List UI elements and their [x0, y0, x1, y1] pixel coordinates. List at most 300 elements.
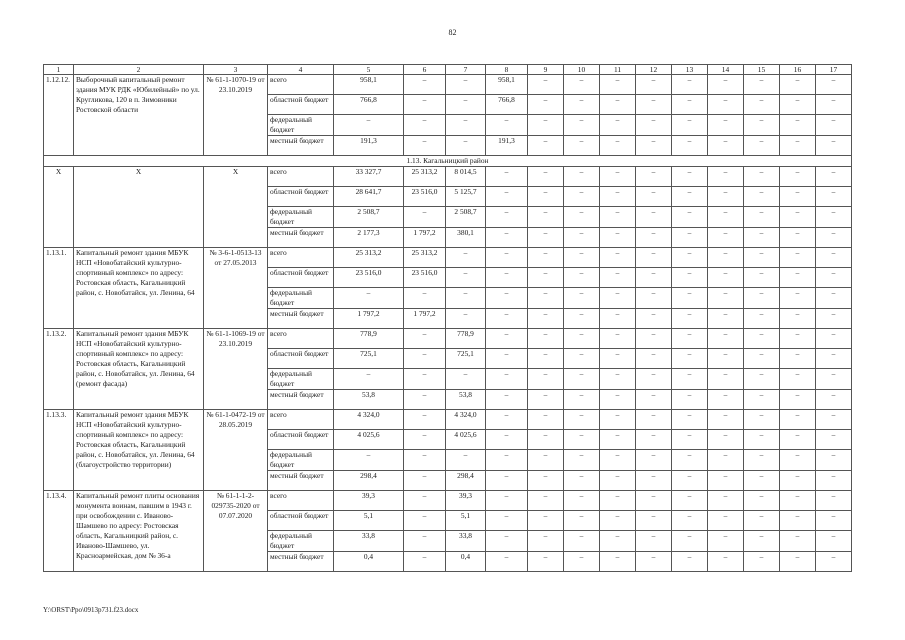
amount-cell: 2 177,3 [334, 228, 404, 248]
amount-cell: – [564, 309, 600, 329]
amount-cell: – [780, 531, 816, 552]
amount-cell: – [672, 268, 708, 288]
funding-source: местный бюджет [268, 309, 334, 329]
amount-cell: – [816, 309, 852, 329]
amount-cell: – [636, 552, 672, 572]
amount-cell: – [404, 136, 446, 156]
amount-cell: – [744, 329, 780, 349]
block-1-row [44, 167, 852, 187]
amount-cell: – [486, 167, 528, 187]
amount-cell: – [564, 511, 600, 531]
amount-cell: – [780, 187, 816, 207]
amount-cell: – [672, 491, 708, 511]
amount-cell: – [636, 248, 672, 268]
amount-cell: – [528, 115, 564, 136]
column-number-12: 12 [636, 65, 672, 75]
funding-source: федеральный бюджет [268, 288, 334, 309]
amount-cell: – [528, 268, 564, 288]
amount-cell: – [708, 390, 744, 410]
amount-cell: 4 025,6 [334, 430, 404, 450]
amount-cell: – [744, 187, 780, 207]
amount-cell: – [564, 471, 600, 491]
funding-source: областной бюджет [268, 430, 334, 450]
amount-cell: – [672, 248, 708, 268]
funding-source: федеральный бюджет [268, 115, 334, 136]
amount-cell: – [446, 450, 486, 471]
amount-cell: 2 508,7 [334, 207, 404, 228]
amount-cell: 8 014,5 [446, 167, 486, 187]
amount-cell: 33 327,7 [334, 167, 404, 187]
amount-cell: – [600, 491, 636, 511]
amount-cell: – [780, 552, 816, 572]
amount-cell: – [564, 207, 600, 228]
amount-cell: – [708, 95, 744, 115]
item-number: 1.13.4. [44, 491, 74, 572]
amount-cell: – [744, 450, 780, 471]
amount-cell: – [744, 552, 780, 572]
amount-cell: – [564, 95, 600, 115]
object-name: Х [74, 167, 204, 248]
amount-cell: – [486, 228, 528, 248]
expertise-conclusion: № 61-1-1-2-029735-2020 от 07.07.2020 [204, 491, 268, 572]
amount-cell: – [744, 288, 780, 309]
item-number: 1.13.1. [44, 248, 74, 329]
object-name: Капитальный ремонт плиты основания монумента воинам, павшим в 1943 г. при освобождении с. Иваново-Шамшево по адресу: Ростовская область, Кагальницкий район, с. Иваново-Шамшево, ул. Красноармейская, дом № 36-а [74, 491, 204, 572]
amount-cell: – [446, 248, 486, 268]
amount-cell: – [564, 136, 600, 156]
amount-cell: – [672, 552, 708, 572]
amount-cell: – [528, 75, 564, 95]
funding-source: федеральный бюджет [268, 369, 334, 390]
amount-cell: – [446, 95, 486, 115]
amount-cell: – [600, 349, 636, 369]
amount-cell: – [744, 430, 780, 450]
amount-cell: – [780, 136, 816, 156]
amount-cell: – [672, 228, 708, 248]
amount-cell: – [600, 511, 636, 531]
amount-cell: 5,1 [446, 511, 486, 531]
block-1-12-12-row [44, 75, 852, 95]
amount-cell: – [744, 491, 780, 511]
amount-cell: – [528, 329, 564, 349]
amount-cell: – [744, 349, 780, 369]
amount-cell: – [672, 450, 708, 471]
funding-source: местный бюджет [268, 552, 334, 572]
column-number-7: 7 [446, 65, 486, 75]
amount-cell: – [404, 369, 446, 390]
amount-cell: – [564, 552, 600, 572]
funding-source: местный бюджет [268, 228, 334, 248]
amount-cell: – [404, 115, 446, 136]
expertise-conclusion: Х [204, 167, 268, 248]
amount-cell: – [528, 531, 564, 552]
amount-cell: – [564, 531, 600, 552]
amount-cell: – [708, 288, 744, 309]
amount-cell: – [636, 390, 672, 410]
column-number-row [44, 65, 852, 75]
funding-source: всего [268, 410, 334, 430]
amount-cell: – [600, 471, 636, 491]
amount-cell: – [780, 268, 816, 288]
amount-cell: – [816, 349, 852, 369]
amount-cell: 766,8 [334, 95, 404, 115]
amount-cell: – [564, 248, 600, 268]
amount-cell: – [744, 95, 780, 115]
amount-cell: 5 125,7 [446, 187, 486, 207]
amount-cell: – [528, 309, 564, 329]
amount-cell: – [486, 115, 528, 136]
amount-cell: – [780, 430, 816, 450]
amount-cell: – [816, 115, 852, 136]
amount-cell: – [708, 471, 744, 491]
amount-cell: – [636, 369, 672, 390]
amount-cell: – [672, 95, 708, 115]
table-body [44, 65, 852, 572]
district-row [44, 156, 852, 167]
amount-cell: – [816, 491, 852, 511]
amount-cell: – [816, 531, 852, 552]
amount-cell: – [404, 390, 446, 410]
funding-source: всего [268, 248, 334, 268]
amount-cell: 39,3 [334, 491, 404, 511]
amount-cell: – [486, 450, 528, 471]
amount-cell: – [564, 288, 600, 309]
funding-source: областной бюджет [268, 95, 334, 115]
amount-cell: – [600, 228, 636, 248]
amount-cell: – [636, 95, 672, 115]
item-number: 1.13.2. [44, 329, 74, 410]
object-name: Выборочный капитальный ремонт здания МУК РДК «Юбилейный» по ул. Кругликова, 120 в п. Зимовники Ростовской области [74, 75, 204, 156]
amount-cell: – [446, 288, 486, 309]
funding-source: федеральный бюджет [268, 207, 334, 228]
block-3-row [44, 329, 852, 349]
amount-cell: – [672, 390, 708, 410]
amount-cell: – [564, 187, 600, 207]
amount-cell: – [816, 410, 852, 430]
amount-cell: 4 025,6 [446, 430, 486, 450]
amount-cell: – [564, 228, 600, 248]
amount-cell: – [744, 268, 780, 288]
file-path: Y:\ORST\Ppo\0913p731.f23.docx [43, 606, 139, 614]
amount-cell: – [672, 329, 708, 349]
amount-cell: – [600, 309, 636, 329]
amount-cell: – [564, 75, 600, 95]
amount-cell: – [404, 552, 446, 572]
amount-cell: 725,1 [334, 349, 404, 369]
amount-cell: – [486, 268, 528, 288]
item-number: 1.12.12. [44, 75, 74, 156]
amount-cell: – [636, 531, 672, 552]
amount-cell: – [744, 115, 780, 136]
amount-cell: – [672, 136, 708, 156]
item-number: Х [44, 167, 74, 248]
column-number-8: 8 [486, 65, 528, 75]
funding-source: всего [268, 167, 334, 187]
amount-cell: – [636, 268, 672, 288]
amount-cell: – [636, 228, 672, 248]
amount-cell: 4 324,0 [334, 410, 404, 430]
amount-cell: – [404, 450, 446, 471]
amount-cell: – [564, 491, 600, 511]
amount-cell: 958,1 [334, 75, 404, 95]
amount-cell: 23 516,0 [404, 268, 446, 288]
amount-cell: – [564, 450, 600, 471]
amount-cell: – [486, 491, 528, 511]
amount-cell: 25 313,2 [404, 167, 446, 187]
amount-cell: – [600, 187, 636, 207]
amount-cell: – [600, 329, 636, 349]
amount-cell: – [816, 75, 852, 95]
amount-cell: – [636, 167, 672, 187]
amount-cell: – [404, 511, 446, 531]
amount-cell: – [528, 410, 564, 430]
amount-cell: – [744, 136, 780, 156]
amount-cell: – [600, 136, 636, 156]
amount-cell: – [528, 248, 564, 268]
amount-cell: – [528, 349, 564, 369]
amount-cell: – [816, 430, 852, 450]
amount-cell: – [486, 288, 528, 309]
amount-cell: – [404, 430, 446, 450]
column-number-11: 11 [600, 65, 636, 75]
amount-cell: – [528, 187, 564, 207]
amount-cell: – [486, 511, 528, 531]
amount-cell: – [404, 471, 446, 491]
block-5-row [44, 491, 852, 511]
amount-cell: – [600, 207, 636, 228]
funding-source: областной бюджет [268, 268, 334, 288]
amount-cell: – [816, 471, 852, 491]
amount-cell: 778,9 [334, 329, 404, 349]
amount-cell: 725,1 [446, 349, 486, 369]
expertise-conclusion: № 61-1-1069-19 от 23.10.2019 [204, 329, 268, 410]
amount-cell: – [600, 552, 636, 572]
amount-cell: – [446, 369, 486, 390]
amount-cell: – [780, 228, 816, 248]
amount-cell: – [636, 309, 672, 329]
amount-cell: – [486, 410, 528, 430]
amount-cell: – [528, 430, 564, 450]
amount-cell: – [528, 288, 564, 309]
amount-cell: – [636, 410, 672, 430]
amount-cell: – [334, 288, 404, 309]
amount-cell: – [708, 75, 744, 95]
column-number-5: 5 [334, 65, 404, 75]
amount-cell: – [564, 167, 600, 187]
amount-cell: – [708, 552, 744, 572]
amount-cell: – [600, 369, 636, 390]
amount-cell: – [636, 511, 672, 531]
amount-cell: – [564, 410, 600, 430]
amount-cell: – [744, 228, 780, 248]
amount-cell: – [780, 167, 816, 187]
amount-cell: – [744, 248, 780, 268]
funding-source: местный бюджет [268, 136, 334, 156]
amount-cell: 23 516,0 [334, 268, 404, 288]
amount-cell: – [780, 390, 816, 410]
amount-cell: – [528, 491, 564, 511]
amount-cell: 39,3 [446, 491, 486, 511]
amount-cell: – [486, 329, 528, 349]
amount-cell: – [636, 136, 672, 156]
amount-cell: – [708, 228, 744, 248]
amount-cell: – [446, 268, 486, 288]
amount-cell: – [528, 450, 564, 471]
amount-cell: – [708, 531, 744, 552]
amount-cell: – [672, 187, 708, 207]
amount-cell: – [744, 410, 780, 430]
amount-cell: 1 797,2 [404, 309, 446, 329]
amount-cell: – [816, 329, 852, 349]
amount-cell: 0,4 [334, 552, 404, 572]
amount-cell: – [708, 349, 744, 369]
amount-cell: – [404, 95, 446, 115]
amount-cell: – [486, 309, 528, 329]
amount-cell: – [486, 248, 528, 268]
funding-source: областной бюджет [268, 349, 334, 369]
amount-cell: 25 313,2 [334, 248, 404, 268]
amount-cell: – [780, 491, 816, 511]
amount-cell: – [486, 552, 528, 572]
amount-cell: – [600, 95, 636, 115]
amount-cell: – [564, 268, 600, 288]
funding-source: всего [268, 329, 334, 349]
amount-cell: – [672, 115, 708, 136]
amount-cell: – [816, 369, 852, 390]
amount-cell: 1 797,2 [404, 228, 446, 248]
expertise-conclusion: № 61-1-1070-19 от 23.10.2019 [204, 75, 268, 156]
amount-cell: – [404, 531, 446, 552]
amount-cell: 380,1 [446, 228, 486, 248]
amount-cell: – [564, 329, 600, 349]
amount-cell: – [744, 531, 780, 552]
amount-cell: – [486, 349, 528, 369]
amount-cell: – [672, 430, 708, 450]
amount-cell: 25 313,2 [404, 248, 446, 268]
funding-source: всего [268, 491, 334, 511]
amount-cell: – [600, 248, 636, 268]
amount-cell: – [816, 187, 852, 207]
amount-cell: – [672, 167, 708, 187]
amount-cell: – [816, 450, 852, 471]
object-name: Капитальный ремонт здания МБУК НСП «Новобатайский культурно-спортивный комплекс» по адресу: Ростовская область, Кагальницкий район, с. Новобатайск, ул. Ленина, 64 [74, 248, 204, 329]
amount-cell: – [564, 115, 600, 136]
amount-cell: – [780, 410, 816, 430]
amount-cell: – [672, 410, 708, 430]
amount-cell: – [486, 369, 528, 390]
amount-cell: – [816, 95, 852, 115]
amount-cell: 958,1 [486, 75, 528, 95]
amount-cell: – [636, 329, 672, 349]
column-number-2: 2 [74, 65, 204, 75]
amount-cell: – [708, 268, 744, 288]
amount-cell: – [446, 136, 486, 156]
amount-cell: – [404, 75, 446, 95]
amount-cell: – [708, 207, 744, 228]
amount-cell: – [636, 115, 672, 136]
expertise-conclusion: № 3-6-1-0513-13 от 27.05.2013 [204, 248, 268, 329]
amount-cell: – [708, 329, 744, 349]
amount-cell: – [780, 309, 816, 329]
funding-source: местный бюджет [268, 390, 334, 410]
amount-cell: – [528, 136, 564, 156]
amount-cell: – [780, 75, 816, 95]
amount-cell: 298,4 [334, 471, 404, 491]
amount-cell: – [708, 511, 744, 531]
amount-cell: – [744, 167, 780, 187]
amount-cell: – [744, 207, 780, 228]
amount-cell: – [708, 430, 744, 450]
amount-cell: – [446, 75, 486, 95]
amount-cell: – [780, 450, 816, 471]
amount-cell: – [672, 531, 708, 552]
amount-cell: – [672, 309, 708, 329]
amount-cell: – [600, 450, 636, 471]
amount-cell: – [744, 471, 780, 491]
amount-cell: – [446, 309, 486, 329]
column-number-17: 17 [816, 65, 852, 75]
amount-cell: – [600, 410, 636, 430]
amount-cell: – [486, 390, 528, 410]
expertise-conclusion: № 61-1-0472-19 от 28.05.2019 [204, 410, 268, 491]
page-number: 82 [448, 28, 457, 37]
amount-cell: – [636, 187, 672, 207]
amount-cell: – [600, 430, 636, 450]
amount-cell: 33,8 [446, 531, 486, 552]
funding-source: всего [268, 75, 334, 95]
amount-cell: – [564, 390, 600, 410]
amount-cell: – [636, 349, 672, 369]
amount-cell: 28 641,7 [334, 187, 404, 207]
column-number-10: 10 [564, 65, 600, 75]
amount-cell: – [600, 531, 636, 552]
amount-cell: – [404, 207, 446, 228]
amount-cell: – [636, 430, 672, 450]
amount-cell: – [600, 390, 636, 410]
item-number: 1.13.3. [44, 410, 74, 491]
amount-cell: – [672, 349, 708, 369]
amount-cell: – [404, 349, 446, 369]
amount-cell: 5,1 [334, 511, 404, 531]
amount-cell: – [404, 410, 446, 430]
amount-cell: – [816, 288, 852, 309]
amount-cell: – [780, 349, 816, 369]
amount-cell: – [672, 511, 708, 531]
amount-cell: – [636, 450, 672, 471]
amount-cell: – [816, 552, 852, 572]
amount-cell: – [486, 471, 528, 491]
amount-cell: – [816, 167, 852, 187]
amount-cell: – [636, 471, 672, 491]
funding-source: местный бюджет [268, 471, 334, 491]
amount-cell: – [404, 491, 446, 511]
amount-cell: – [816, 207, 852, 228]
amount-cell: – [528, 95, 564, 115]
amount-cell: – [780, 511, 816, 531]
amount-cell: – [816, 511, 852, 531]
funding-source: областной бюджет [268, 511, 334, 531]
amount-cell: – [708, 450, 744, 471]
amount-cell: – [708, 187, 744, 207]
amount-cell: – [486, 430, 528, 450]
amount-cell: – [708, 167, 744, 187]
amount-cell: – [672, 288, 708, 309]
amount-cell: – [528, 511, 564, 531]
amount-cell: 766,8 [486, 95, 528, 115]
amount-cell: 1 797,2 [334, 309, 404, 329]
amount-cell: – [528, 167, 564, 187]
amount-cell: – [564, 369, 600, 390]
